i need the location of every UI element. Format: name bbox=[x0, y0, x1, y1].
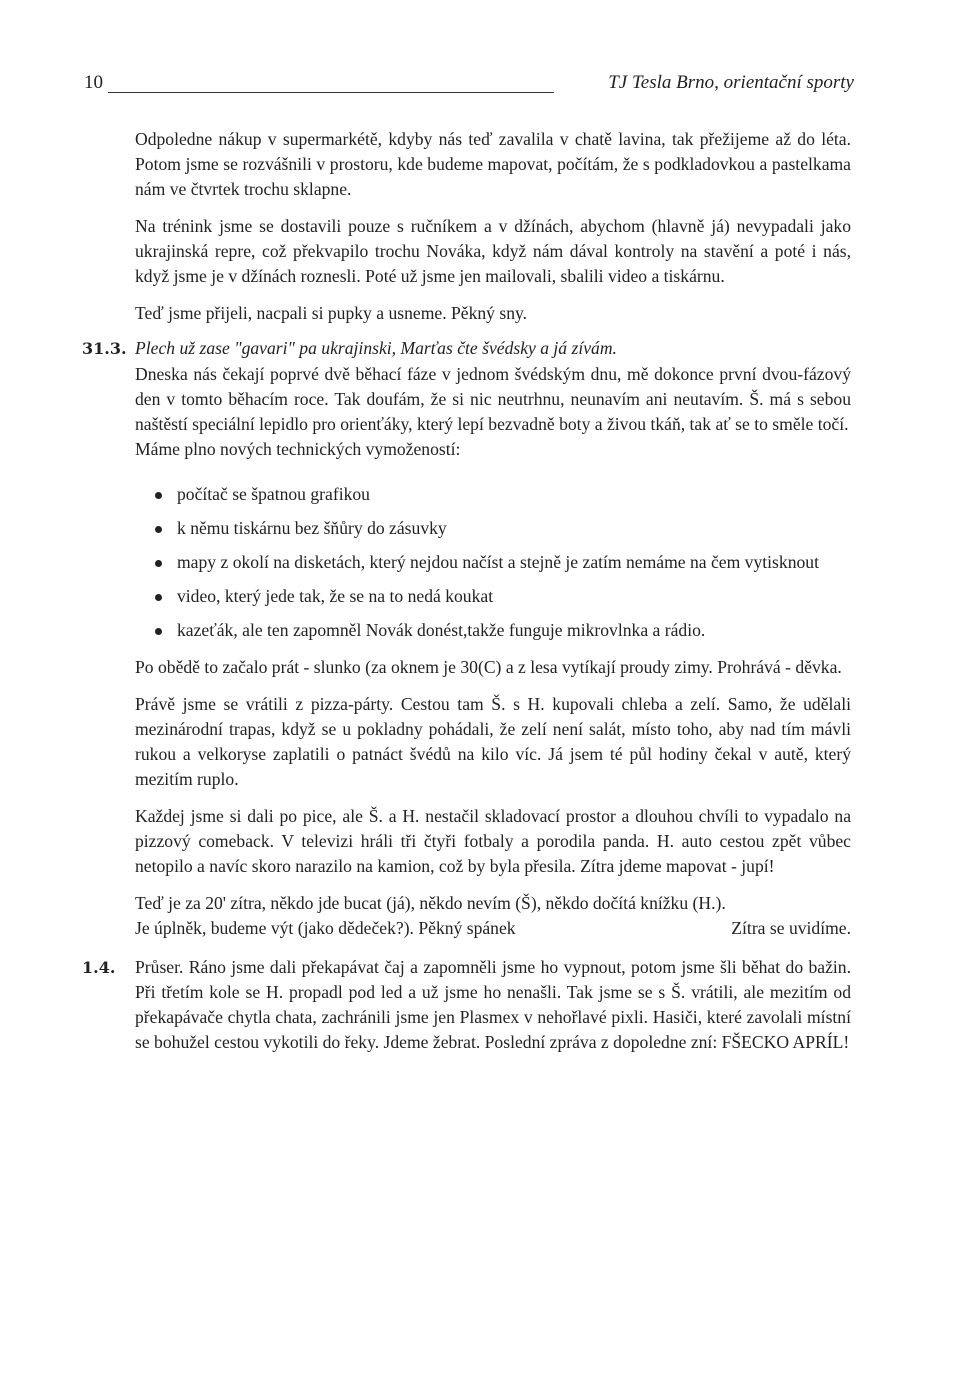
paragraph-today: Dneska nás čekají poprvé dvě běhací fáze v jednom švédským dnu, mě dokonce první dvou-fázový den v tomto běhacím roce. Tak doufám, že si nic neutrhnu, neunavím ani neutavím. Š. má s sebou naštěstí speciální lepidlo pro orienťáky, který lepí bezvadně boty a živou tkáň, tak ať se to směle točí. bbox=[135, 364, 851, 434]
april-date: 1.4. bbox=[82, 958, 116, 977]
paragraph-shopping: Odpoledne nákup v supermarkétě, kdyby nás teď zavalila v chatě lavina, tak přežijeme až do léta. Potom jsme se rozvášnili v prostoru, kde budeme mapovat, počítám, že s podkladovkou a pastelkama nám ve čtvrtek trochu sklapne. bbox=[135, 129, 851, 199]
section-title: Plech už zase "gavari" pa ukrajinski, Marťas čte švédsky a já zívám. bbox=[135, 338, 617, 358]
night-signoff bbox=[135, 916, 851, 941]
section-heading bbox=[82, 336, 851, 362]
page-header bbox=[84, 72, 854, 98]
tech-list bbox=[135, 482, 851, 643]
paragraph-training: Na trénink jsme se dostavili pouze s ručníkem a v džínách, abychom (hlavně já) nevypadali jako ukrajinská repre, což překvapilo trochu Nováka, když nám dával kontroly na stavění a poté i nás, když jsme je v džínách roznesli. Poté už jsme jen mailovali, sbalili video a tiskárnu. bbox=[135, 216, 851, 286]
night-moon: Je úplněk, budeme výt (jako dědeček?). Pěkný spánek bbox=[135, 918, 516, 938]
list-item: k němu tiskárnu bez šňůry do zásuvky bbox=[135, 516, 851, 541]
april-text: Průser. Ráno jsme dali překapávat čaj a zapomněli jsme ho vypnout, potom jsme šli běhat do bažin. Při třetím kole se H. propadl pod led a už jsme ho nenašli. Tak jsme se s Š. vrátili, ale mezitím od překapávače chytla chata, zachránili jsme jen Plasmex v nehořlavé pixli. Hasiči, které zavolali místní se bohužel cestou vykotili do řeky. Jdeme žebrat. Poslední zpráva z dopoledne zní: FŠECKO APRÍL! bbox=[135, 957, 851, 1052]
bullet-icon bbox=[155, 492, 162, 499]
paragraph-night bbox=[135, 891, 851, 941]
night-bye: Zítra se uvidíme. bbox=[731, 918, 851, 938]
list-item: mapy z okolí na disketách, který nejdou načíst a stejně je zatím nemáme na čem vytisknout bbox=[135, 550, 851, 575]
page-number: 10 bbox=[84, 72, 103, 93]
list-item: video, který jede tak, že se na to nedá koukat bbox=[135, 584, 851, 609]
bullet-icon bbox=[155, 526, 162, 533]
paragraph-pizza-party: Právě jsme se vrátili z pizza-párty. Cestou tam Š. s H. kupovali chleba a zelí. Samo, že udělali mezinárodní trapas, když se u pokladny pohádali, že zelí není salát, místo toho, aby nad tím mávli rukou a velkoryse zaplatili o patnáct švédů na kilo víc. Já jsem té půl hodiny čekal v autě, který mezitím ruplo. bbox=[135, 694, 851, 789]
list-item: kazeťák, ale ten zapomněl Novák donést,takže funguje mikrovlnka a rádio. bbox=[135, 618, 851, 643]
list-item: počítač se špatnou grafikou bbox=[135, 482, 851, 507]
header-rule bbox=[108, 92, 554, 93]
running-title: TJ Tesla Brno, orientační sporty bbox=[608, 72, 854, 93]
night-line: Teď je za 20' zítra, někdo jde bucat (já), někdo nevím (Š), někdo dočítá knížku (H.). bbox=[135, 893, 726, 913]
page-body bbox=[82, 127, 851, 1055]
paragraph-after-lunch: Po obědě to začalo prát - slunko (za oknem je 30(C) a z lesa vytíkají proudy zimy. Prohrává - děvka. bbox=[135, 657, 842, 677]
april-entry bbox=[82, 955, 851, 1055]
section-date: 31.3. bbox=[82, 339, 127, 358]
bullet-icon bbox=[155, 628, 162, 635]
bullet-icon bbox=[155, 594, 162, 601]
paragraph-pizza: Každej jsme si dali po pice, ale Š. a H. nestačil skladovací prostor a dlouhou chvíli to vypadalo na pizzový comeback. V televizi hráli tři čtyři fotbaly a porodila panda. H. auto cestou zpět vůbec netopilo a navíc skoro narazilo na kamion, což by byla přesila. Zítra jdeme mapovat - jupí! bbox=[135, 806, 851, 876]
paragraph-arrived: Teď jsme přijeli, nacpali si pupky a usneme. Pěkný sny. bbox=[135, 303, 528, 323]
paragraph-tech-intro: Máme plno nových technických vymožeností: bbox=[135, 439, 461, 459]
bullet-icon bbox=[155, 560, 162, 567]
